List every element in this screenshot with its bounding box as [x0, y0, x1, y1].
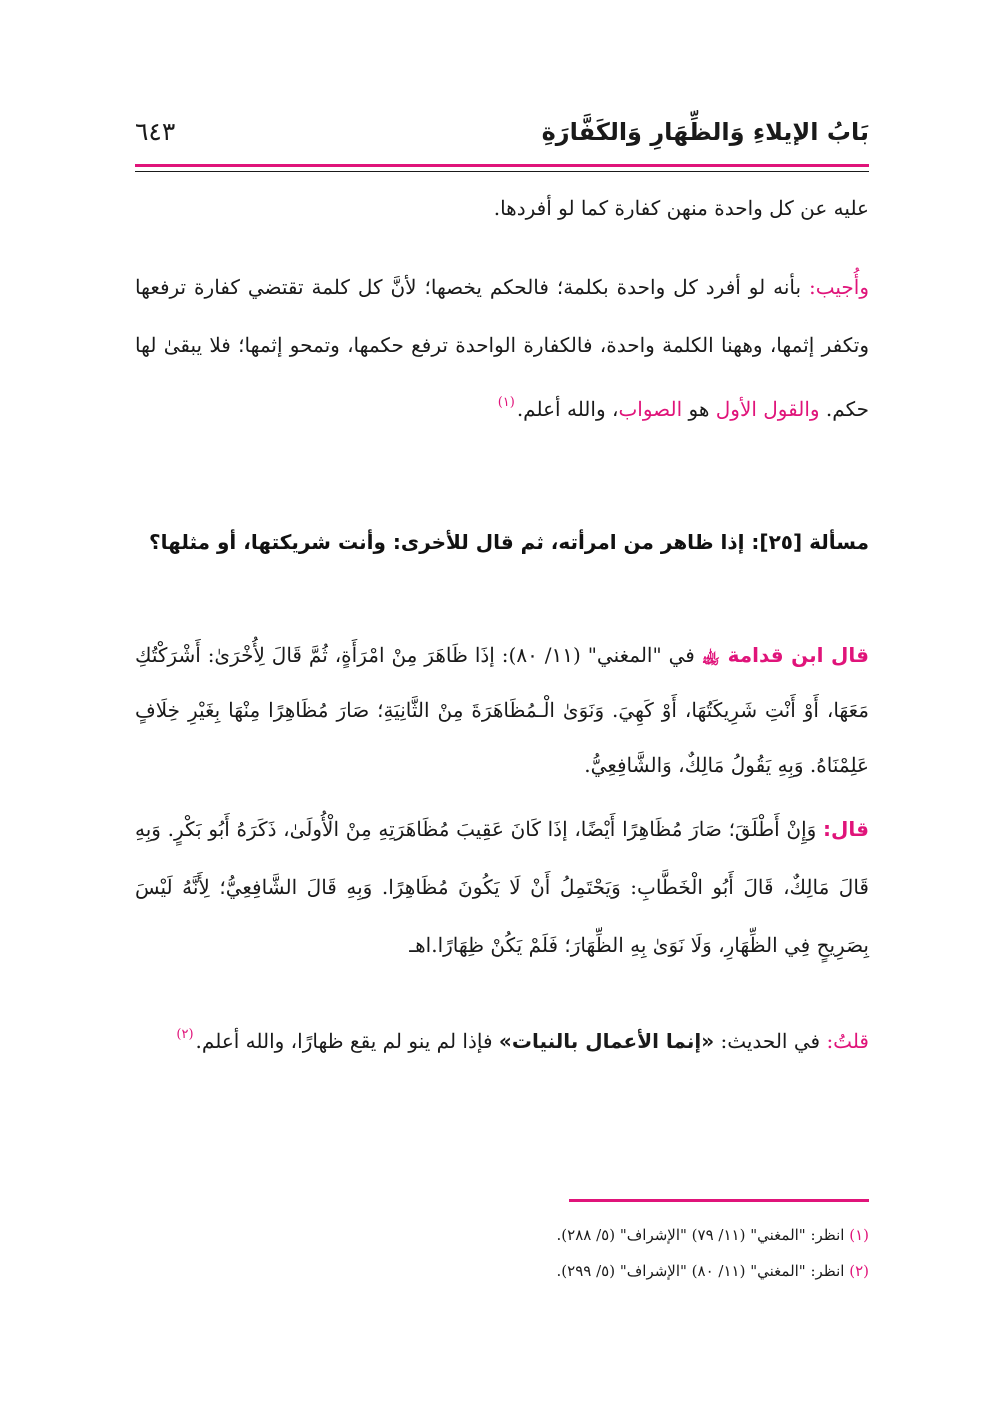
qala-text: وَإِنْ أَطْلَقَ؛ صَارَ مُظَاهِرًا أَيْضًا، إذَا كَانَ عَقِيبَ مُظَاهَرَتِهِ مِنْ الْأُولَىٰ، ذَكَرَهُ أَبُو بَكْرٍ. وَبِهِ قَالَ مَالِكٌ، قَالَ أَبُو الْخَطَّابِ: وَيَحْتَمِلُ أَنْ لَا يَكُونَ مُظَاهِرًا. وَبِهِ قَالَ الشَّافِعِيُّ؛ لِأَنَّهُ لَيْسَ بِصَرِيحٍ فِي الظِّهَارِ، وَلَا نَوَىٰ بِهِ الظِّهَارَ؛ فَلَمْ يَكُنْ ظِهَارًا.اهـ — [135, 817, 869, 957]
header-rule — [135, 171, 869, 172]
chapter-title: بَابُ الإيلاءِ وَالظِّهَارِ وَالكَفَّارَةِ — [541, 118, 869, 146]
comment-text-1: في الحديث: — [714, 1029, 827, 1053]
correct-label: الصواب — [618, 397, 683, 421]
footnote-separator — [569, 1199, 869, 1202]
hadith-quote: «إنما الأعمال بالنيات» — [498, 1029, 715, 1053]
header-rule-accent — [135, 164, 869, 167]
preferred-opinion: والقول الأول — [715, 397, 820, 421]
quote-lead: قال ابن قدامة ﵀ — [701, 643, 869, 667]
qala-lead: قال: — [823, 817, 869, 841]
footnote-ref-2[interactable]: (٢) — [176, 1027, 194, 1042]
answer-lead: وأُجيب: — [809, 275, 869, 299]
footnote-ref-1[interactable]: (١) — [497, 395, 515, 410]
paragraph-answer — [135, 258, 869, 438]
comment-lead: قلتُ: — [826, 1029, 869, 1053]
comment-text-2: فإذا لم ينو لم يقع ظهارًا، والله أعلم. — [195, 1029, 499, 1053]
footnote-1 — [135, 1222, 869, 1248]
page-number: ٦٤٣ — [135, 117, 176, 146]
footnote-text: انظر: "المغني" (١١/ ٨٠) "الإشراف" (٥/ ٢٩٩). — [556, 1262, 850, 1280]
answer-tail: ، والله أعلم. — [516, 397, 619, 421]
answer-mid: هو — [682, 397, 716, 421]
issue-heading: مسألة [٢٥]: إذا ظاهر من امرأته، ثم قال للأخرى: وأنت شريكتها، أو مثلها؟ — [149, 530, 869, 554]
footnote-number: (١) — [849, 1226, 869, 1244]
footnote-text: انظر: "المغني" (١١/ ٧٩) "الإشراف" (٥/ ٢٨٨). — [556, 1226, 850, 1244]
quote-text: في "المغني" (١١/ ٨٠): إذَا ظَاهَرَ مِنْ امْرَأَةٍ، ثُمَّ قَالَ لِأُخْرَىٰ: أَشْرَكْتُكِ مَعَهَا، أَوْ أَنْتِ شَرِيكَتُهَا، أَوْ كَهِيَ. وَنَوَىٰ الْـمُظَاهَرَةَ مِنْ الثَّانِيَةِ؛ صَارَ مُظَاهِرًا مِنْهَا بِغَيْرِ خِلَافٍ عَلِمْنَاهُ. وَبِهِ يَقُولُ مَالِكٌ، وَالشَّافِعِيُّ. — [135, 643, 869, 777]
footnote-2 — [135, 1258, 869, 1284]
paragraph-quote-ibn-qudama — [135, 628, 869, 793]
answer-text: بأنه لو أفرد كل واحدة بكلمة؛ فالحكم يخصها؛ لأنَّ كل كلمة تقتضي كفارة ترفعها وتكفر إثمها، وههنا الكلمة واحدة، فالكفارة الواحدة ترفع حكمها، وتمحو إثمها؛ فلا يبقىٰ لها حكم. — [135, 275, 869, 421]
paragraph-author-comment — [135, 1010, 869, 1066]
paragraph-qala — [135, 800, 869, 974]
paragraph-continuation: عليه عن كل واحدة منهن كفارة كما لو أفردها. — [493, 196, 869, 220]
footnote-number: (٢) — [849, 1262, 869, 1280]
running-header — [135, 112, 869, 156]
